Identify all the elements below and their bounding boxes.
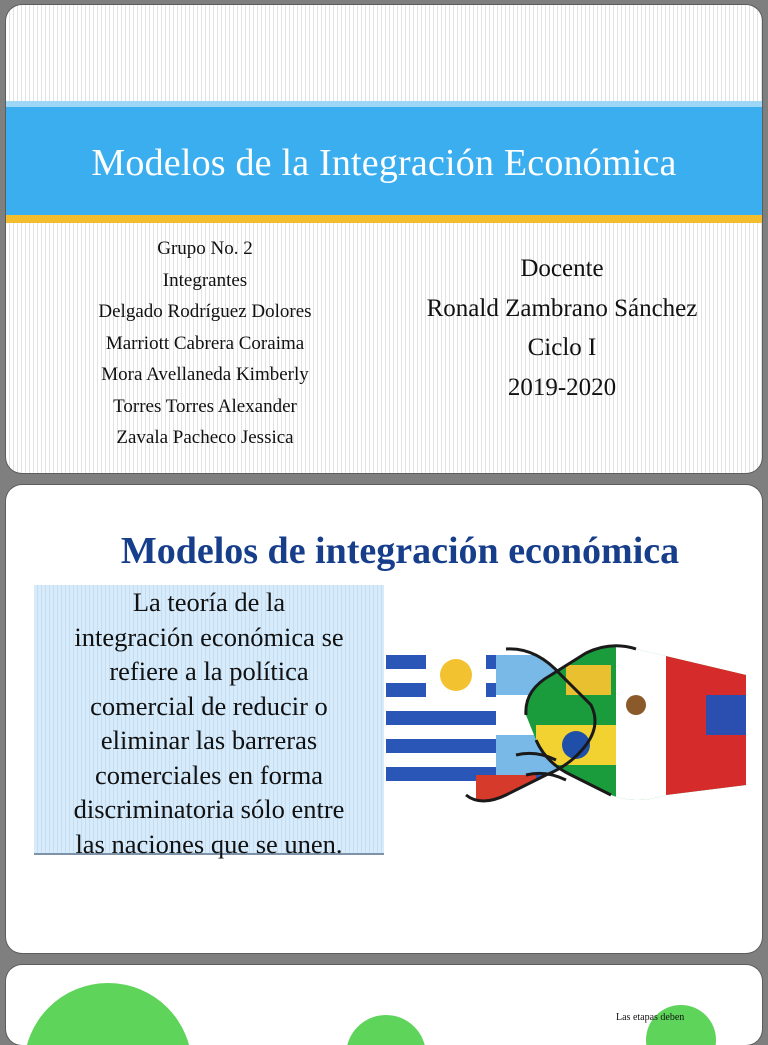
definition-slide	[6, 485, 762, 953]
presentation-title: Modelos de la Integración Económica	[91, 142, 677, 184]
text-line: refiere a la política	[109, 656, 309, 686]
stages-slide	[6, 965, 762, 1045]
text-line: discriminatoria sólo entre	[73, 794, 345, 824]
text-line: las naciones que se unen.	[75, 828, 343, 859]
member-name: Zavala Pacheco Jessica	[116, 427, 294, 448]
member-name: Torres Torres Alexander	[113, 395, 297, 417]
slide-heading: Modelos de integración económica	[120, 530, 680, 572]
handshake-flags-image	[386, 635, 746, 825]
text-line: integración económica se	[74, 621, 344, 652]
teacher-label: Docente	[520, 255, 604, 282]
member-name: Marriott Cabrera Coraima	[105, 332, 305, 354]
green-circle-shape	[24, 983, 192, 1045]
stages-note: Las etapas deben	[616, 1012, 685, 1023]
text-line: La teoría de la	[132, 587, 286, 617]
cycle-label: Ciclo I	[527, 334, 597, 361]
member-name: Mora Avellaneda Kimberly	[101, 364, 309, 385]
text-line: comercial de reducir o	[90, 690, 328, 721]
members-label: Integrantes	[162, 269, 248, 291]
green-circle-shape	[346, 1015, 426, 1045]
title-slide	[6, 5, 762, 473]
group-members-block	[46, 233, 364, 454]
year-label: 2019-2020	[507, 373, 617, 401]
green-circle-shape	[646, 1005, 716, 1045]
teacher-block	[392, 249, 732, 407]
title-band	[6, 101, 762, 223]
member-name: Delgado Rodríguez Dolores	[98, 301, 312, 322]
text-line: comerciales en forma	[94, 759, 324, 790]
teacher-name: Ronald Zambrano Sánchez	[426, 294, 698, 322]
definition-text-box	[34, 585, 384, 859]
text-line: eliminar las barreras	[100, 725, 318, 755]
group-label: Grupo No. 2	[157, 238, 253, 259]
